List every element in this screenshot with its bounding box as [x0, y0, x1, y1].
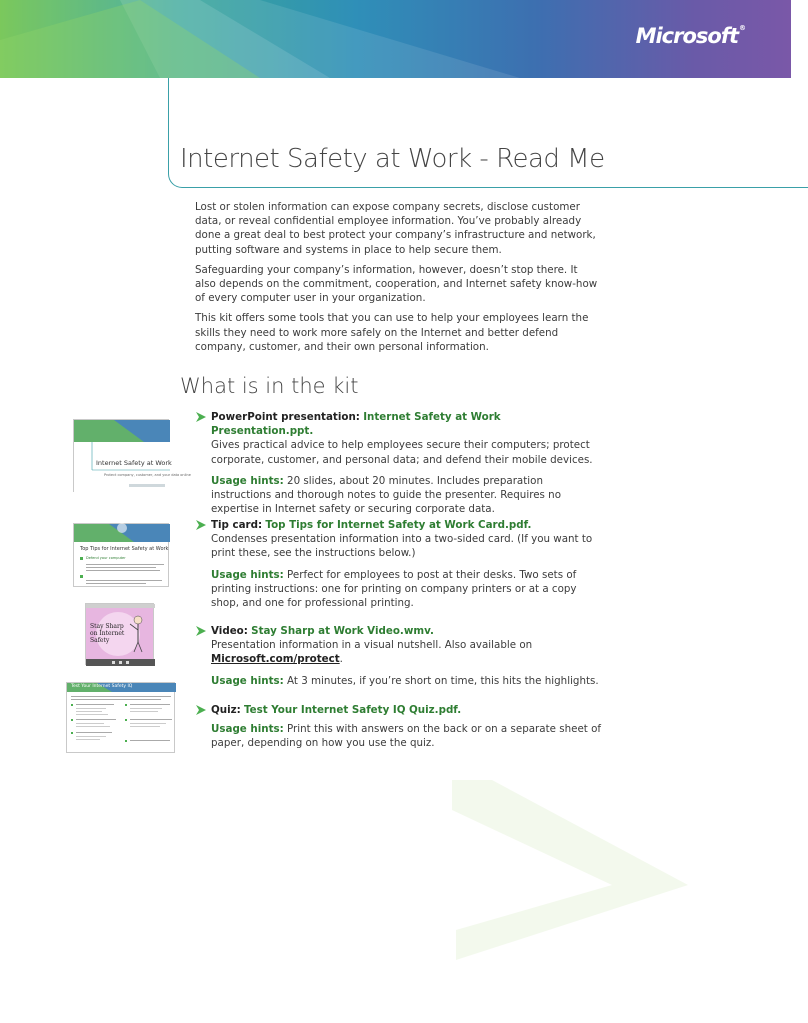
usage-hint-text: At 3 minutes, if you’re short on time, this hits the highlights. — [287, 674, 599, 687]
quiz-graphic — [67, 683, 176, 754]
item-label: PowerPoint presentation: — [211, 411, 360, 423]
item-description: Presentation information in a visual nutshell. Also available on Microsoft.com/protect. — [211, 639, 533, 666]
quiz-thumbnail — [66, 682, 175, 753]
microsoft-protect-link[interactable]: Microsoft.com/protect — [211, 653, 340, 666]
usage-hint-text: 20 slides, about 20 minutes. Includes preparation instructions and thorough notes to guide the presenter. Requires no expertise in Internet safety or securing corporate data. — [211, 474, 561, 516]
arrow-bullet-icon — [196, 520, 206, 530]
kit-item-heading — [196, 703, 606, 717]
usage-hint-label: Usage hints: — [211, 674, 284, 687]
thumb-title: Internet Safety at Work — [96, 459, 172, 467]
usage-hint — [196, 674, 606, 688]
intro-paragraph: This kit offers some tools that you can use to help your employees learn the skills they need to work more safely on the Internet and better defend company, customer, and their own personal information. — [195, 312, 589, 353]
item-description: Condenses presentation information into a two-sided card. (If you want to print these, see the instructions below.) — [211, 533, 593, 560]
kit-item-heading — [196, 518, 606, 532]
thumb-subtitle: Defend your computer — [86, 556, 126, 560]
kit-item-quiz — [196, 703, 606, 751]
kit-item-presentation — [196, 410, 606, 516]
video-thumbnail — [85, 603, 154, 665]
thumb-subtitle: Protect company, customer, and your data online — [104, 473, 191, 477]
item-filename: Internet Safety at Work Presentation.ppt. — [211, 411, 501, 438]
usage-hint-label: Usage hints: — [211, 474, 284, 487]
presentation-thumbnail — [73, 419, 191, 492]
usage-hint — [196, 474, 606, 517]
intro-paragraph: Lost or stolen information can expose company secrets, disclose customer data, or reveal confidential employee information. You’ve probably already done a great deal to best protect your company’s infrastructure and network, putting software and systems in place to help secure them. — [195, 201, 596, 256]
arrow-bullet-icon — [196, 626, 206, 636]
item-filename: Top Tips for Internet Safety at Work Card.pdf. — [265, 519, 532, 531]
usage-hint-label: Usage hints: — [211, 568, 284, 581]
item-filename: Test Your Internet Safety IQ Quiz.pdf. — [244, 704, 462, 716]
kit-item-heading — [196, 410, 606, 438]
usage-hint — [196, 568, 606, 611]
arrow-bullet-icon — [196, 412, 206, 422]
item-label: Quiz: — [211, 704, 241, 716]
kit-item-video — [196, 624, 606, 688]
microsoft-logo: Microsoft® — [635, 24, 745, 48]
kit-item-heading — [196, 624, 606, 638]
thumb-title: Top Tips for Internet Safety at Work — [80, 546, 169, 552]
chevron-watermark-icon — [452, 780, 692, 960]
page-title: Internet Safety at Work - Read Me — [180, 144, 605, 174]
thumb-title: Test Your Internet Safety IQ — [71, 684, 133, 689]
item-label: Video: — [211, 625, 248, 637]
usage-hint-text: Perfect for employees to post at their desks. Two sets of printing instructions: one for printing on company printers or at a copy shop, and one for professional printing. — [211, 568, 577, 610]
item-description: Gives practical advice to help employees secure their computers; protect corporate, customer, and personal data; and defend their mobile devices. — [211, 439, 593, 466]
kit-item-tip-card — [196, 518, 606, 610]
usage-hint — [196, 722, 606, 750]
section-title: What is in the kit — [180, 374, 359, 398]
header-banner — [0, 0, 791, 78]
slide-graphic — [74, 420, 170, 493]
arrow-bullet-icon — [196, 705, 206, 715]
item-label: Tip card: — [211, 519, 263, 531]
item-filename: Stay Sharp at Work Video.wmv. — [251, 625, 434, 637]
intro-paragraph: Safeguarding your company’s information, however, doesn’t stop there. It also depends on the commitment, cooperation, and Internet safety know-how of every computer user in your organization. — [195, 263, 598, 305]
thumb-title: Stay Sharp on Internet Safety — [90, 623, 125, 644]
usage-hint-text: Print this with answers on the back or on a separate sheet of paper, depending on how you use the quiz. — [211, 723, 602, 750]
intro-text — [195, 200, 600, 360]
usage-hint-label: Usage hints: — [211, 723, 284, 736]
tip-card-thumbnail — [73, 523, 169, 587]
